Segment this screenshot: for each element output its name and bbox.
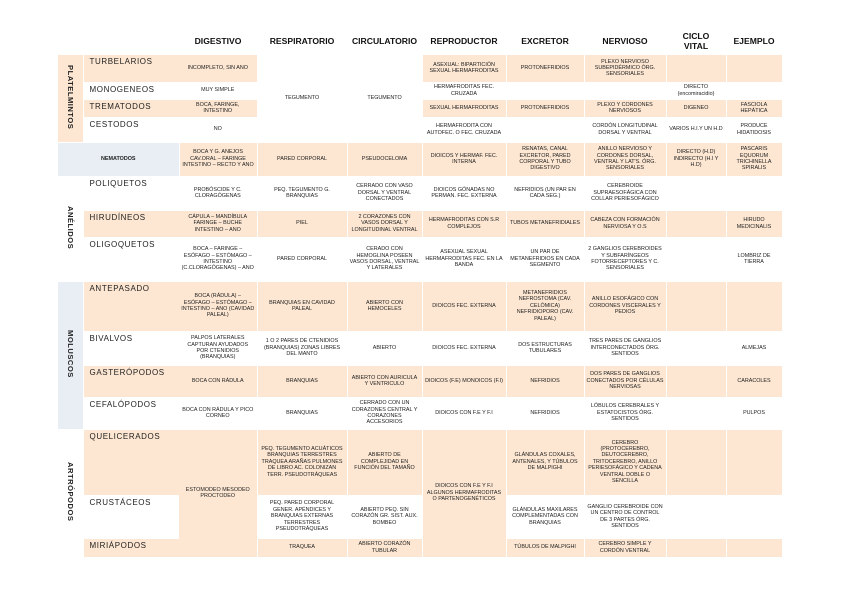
cell-nervioso: GANGLIO CEREBROIDE CON UN CENTRO DE CONTROL DE 3 PARTES ÓRG. SENTIDOS <box>584 495 666 538</box>
cell-reproductor: HERMAFRODITAS CON S.R COMPLEJOS <box>422 210 506 237</box>
cell-nervioso: 2 GANGLIOS CEREBROIDES Y SUBFARÍNGEOS FOTORRECEPTORES Y C. SENSORIALES <box>584 237 666 281</box>
cell-ejemplo <box>726 429 782 495</box>
table-row <box>58 429 782 495</box>
cell-nervioso: TRES PARES DE GANGLIOS INTERCONECTADOS ÓRG. SENTIDOS <box>584 331 666 365</box>
cell-excretor: GLÁNDULAS COXALES, ANTENALES, Y TÚBULOS DE MALPIGHI <box>506 429 584 495</box>
cell-ciclo <box>666 538 726 557</box>
cell-circulatorio: CERRADO CON VASO DORSAL Y VENTRAL CONECTADOS <box>347 176 422 210</box>
cell-excretor <box>506 82 584 99</box>
cell-digestivo: PALPOS LATERALES CAPTURAN AYUDADOS POR CTENIDIOS (BRANQUIAS) <box>179 331 257 365</box>
cell-nervioso: ANILLO ESOFÁGICO CON CORDONES VISCERALES Y PEDIOS <box>584 281 666 331</box>
cell-excretor: GLÁNDULAS MAXILARES COMPLEMENTADAS CON BRANQUIAS <box>506 495 584 538</box>
cell-nervioso: CABEZA CON FORMACIÓN NERVIOSA Y O.S <box>584 210 666 237</box>
cell-nervioso: PLEXO NERVIOSO SUBEPIDÉRMICO ÓRG. SENSORIALES <box>584 55 666 82</box>
cell-excretor <box>506 117 584 142</box>
cell-ciclo <box>666 210 726 237</box>
header-nervioso: NERVIOSO <box>602 36 648 46</box>
cell-nervioso: DOS PARES DE GANGLIOS CONECTADOS POR CÉLULAS NERVIOSAS <box>584 365 666 397</box>
cell-ejemplo: CARACOLES <box>726 365 782 397</box>
cell-reproductor: DIOICOS (F.E) MONOICOS (F.I) <box>422 365 506 397</box>
cell-circulatorio: TEGUMENTO <box>347 55 422 142</box>
cell-digestivo: MUY SIMPLE <box>179 82 257 99</box>
cell-ciclo <box>666 495 726 538</box>
row-label-crustaceos: CRUSTÁCEOS <box>83 495 179 538</box>
cell-excretor: PROTONEFRIDIOS <box>506 99 584 117</box>
table-row <box>58 365 782 397</box>
cell-respiratorio: PARED CORPORAL <box>257 142 347 176</box>
cell-ciclo <box>666 281 726 331</box>
cell-ejemplo: PULPOS <box>726 397 782 429</box>
cell-ejemplo <box>726 281 782 331</box>
cell-ciclo <box>666 429 726 495</box>
row-label-miriapodos: MIRIÁPODOS <box>83 538 179 557</box>
header-excretor: EXCRETOR <box>521 36 569 46</box>
header-ejemplo: EJEMPLO <box>733 36 775 46</box>
cell-respiratorio: PEQ. TEGUMENTO G. BRANQUIAS <box>257 176 347 210</box>
header-blank-a <box>58 27 83 55</box>
cell-ejemplo <box>726 82 782 99</box>
cell-digestivo: BOCA (RÁDULA) – ESÓFAGO – ESTÓMAGO – INTESTINO – ANO (CAVIDAD PALEAL) <box>179 281 257 331</box>
cell-circulatorio: CERRADO CON UN CORAZONES CENTRAL Y CORAZONES ACCESORIOS <box>347 397 422 429</box>
header-circulatorio: CIRCULATORIO <box>351 36 418 46</box>
cell-ciclo: VARIOS H.I.Y UN H.D <box>666 117 726 142</box>
header-blank-b <box>83 27 179 55</box>
cell-nervioso: CEREBROIDE SUPRAESOFÁGICA CON COLLAR PERIESOFÁGICO <box>584 176 666 210</box>
group-artropodos: ARTRÓPODOS <box>58 429 83 557</box>
cell-ejemplo: LOMBRIZ DE TIERRA <box>726 237 782 281</box>
cell-ciclo: DIRECTO (H.D) INDIRECTO (H.I Y H.D) <box>666 142 726 176</box>
header-row <box>58 27 782 55</box>
table-row <box>58 538 782 557</box>
cell-ciclo <box>666 397 726 429</box>
row-label-bivalvos: BIVALVOS <box>83 331 179 365</box>
header-reproductor: REPRODUCTOR <box>430 36 498 46</box>
cell-nervioso: CEREBRO SIMPLE Y CORDÓN VENTRAL <box>584 538 666 557</box>
cell-excretor: PROTONEFRIDIOS <box>506 55 584 82</box>
cell-respiratorio: TRAQUEA <box>257 538 347 557</box>
cell-ciclo: DIRECTO (encomiracidio) <box>666 82 726 99</box>
cell-ciclo <box>666 55 726 82</box>
row-label-quelicerados: QUELICERADOS <box>83 429 179 495</box>
cell-circulatorio: ABIERTO DE COMPLEJIDAD EN FUNCIÓN DEL TAMAÑO <box>347 429 422 495</box>
cell-digestivo: ESTOMODEO MESODEO PROCTODEO <box>179 429 257 557</box>
cell-excretor: TUBOS METANEFRIDIALES <box>506 210 584 237</box>
table-row <box>58 331 782 365</box>
row-label-antepasado: ANTEPASADO <box>83 281 179 331</box>
group-anelidos: ANÉLIDOS <box>58 176 83 281</box>
cell-ciclo <box>666 176 726 210</box>
cell-excretor: NEFRIDIOS (UN PAR EN CADA SEG.) <box>506 176 584 210</box>
cell-ejemplo <box>726 538 782 557</box>
cell-reproductor: DIOICOS GÓNADAS NO PERMAN. FEC. EXTERNA <box>422 176 506 210</box>
cell-respiratorio: 1 O 2 PARES DE CTENIDIOS (BRANQUIAS) ZONAS LIBRES DEL MANTO <box>257 331 347 365</box>
cell-respiratorio: PEQ. TEGUMENTO ACUÁTICOS BRANQUIAS TERRESTRES TRAQUEA ARAÑAS PULMONES DE LIBRO AC. COLONIZAN TERR. PSEUDOTRÁQUEAS <box>257 429 347 495</box>
cell-nervioso: PLEXO Y CORDONES NERVIOSOS <box>584 99 666 117</box>
header-respiratorio: RESPIRATORIO <box>269 36 335 46</box>
cell-reproductor: HERMAFRODITA CON AUTOFEC. O FEC. CRUZADA <box>422 117 506 142</box>
table-row <box>58 495 782 538</box>
cell-ejemplo: HIRUDO MEDICINALIS <box>726 210 782 237</box>
cell-respiratorio: TEGUMENTO <box>257 55 347 142</box>
cell-nervioso: ANILLO NERVIOSO Y CORDONES DORSAL, VENTRAL Y LAT'S. ÓRG. SENSORIALES <box>584 142 666 176</box>
cell-digestivo: PROBÓSCIDE Y C. CLORAGÓGENAS <box>179 176 257 210</box>
cell-ejemplo <box>726 176 782 210</box>
cell-digestivo: BOCA CON RÁDULA <box>179 365 257 397</box>
cell-excretor: NEFRIDIOS <box>506 397 584 429</box>
row-label-hirudineos: HIRUDÍNEOS <box>83 210 179 237</box>
cell-reproductor: ASEXUAL: BIPARTICIÓN SEXUAL HERMAFRODITAS <box>422 55 506 82</box>
cell-circulatorio: ABIERTO CON AURICULA Y VENTRICULO <box>347 365 422 397</box>
cell-respiratorio: BRANQUIAS <box>257 365 347 397</box>
cell-digestivo: BOCA Y G. ANEJOS CAV.ORAL – FARINGE INTESTINO – RECTO Y ANO <box>179 142 257 176</box>
cell-circulatorio: PSEUDOCELOMA <box>347 142 422 176</box>
cell-circulatorio: ABIERTO PEQ. SIN CORAZÓN GR. SIST. AUX. BOMBEO <box>347 495 422 538</box>
row-label-cefalopodos: CEFALÓPODOS <box>83 397 179 429</box>
row-label-monogeneos: MONOGENEOS <box>83 82 179 99</box>
cell-digestivo: BOCA, FARINGE, INTESTINO <box>179 99 257 117</box>
cell-respiratorio: PEQ. PARED CORPORAL GENER. APÉNDICES Y BRANQUIAS EXTERNAS TERRESTRES PSEUDOTRÁQUEAS <box>257 495 347 538</box>
cell-digestivo: NO <box>179 117 257 142</box>
table-row <box>58 281 782 331</box>
cell-ciclo <box>666 237 726 281</box>
cell-reproductor: DIOICOS CON F.E Y F.I ALGUNOS HERMAFRODITAS O PARTENOGENÉTICOS <box>422 429 506 557</box>
cell-digestivo: CÁPULA – MANDÍBULA FARINGE – BUCHE INTESTINO – ANO <box>179 210 257 237</box>
invertebrates-table <box>58 27 783 558</box>
cell-reproductor: DIOICOS FEC. EXTERNA <box>422 281 506 331</box>
cell-circulatorio: ABIERTO CORAZÓN TUBULAR <box>347 538 422 557</box>
cell-reproductor: ASEXUAL SEXUAL HERMAFRODITAS FEC. EN LA BANDA <box>422 237 506 281</box>
cell-nervioso: CORDÓN LONGITUDINAL DORSAL Y VENTRAL <box>584 117 666 142</box>
cell-reproductor: HERMAFRODITAS FEC. CRUZADA <box>422 82 506 99</box>
header-ciclo-vital: CICLO VITAL <box>682 31 710 51</box>
cell-nervioso: CEREBRO (PROTOCEREBRO, DEUTOCEREBRO, TRITOCEREBRO, ANILLO PERIESOFÁGICO Y CADENA VENTRAL DOBLE O SENCILLA <box>584 429 666 495</box>
cell-nervioso <box>584 82 666 99</box>
comparison-sheet <box>58 27 783 558</box>
row-label-trematodos: TREMATODOS <box>83 99 179 117</box>
cell-digestivo: INCOMPLETO, SIN ANO <box>179 55 257 82</box>
cell-reproductor: DIOICOS Y HERMAF. FEC. INTERNA <box>422 142 506 176</box>
cell-respiratorio: BRANQUIAS <box>257 397 347 429</box>
cell-reproductor: DIOICOS CON F.E Y F.I <box>422 397 506 429</box>
row-label-nematodos: NEMATODOS <box>58 142 179 176</box>
cell-nervioso: LÓBULOS CEREBRALES Y ESTATOCISTOS ÓRG. SENTIDOS <box>584 397 666 429</box>
table-row <box>58 210 782 237</box>
cell-reproductor: DIOICOS FEC. EXTERNA <box>422 331 506 365</box>
group-platelmintos: PLATELMINTOS <box>58 55 83 142</box>
cell-excretor: RENATAS, CANAL EXCRETOR, PARED CORPORAL Y TUBO DIGESTIVO <box>506 142 584 176</box>
cell-ejemplo: ALMEJAS <box>726 331 782 365</box>
table-row <box>58 397 782 429</box>
row-label-gasteropodos: GASTERÓPODOS <box>83 365 179 397</box>
table-row <box>58 142 782 176</box>
cell-ejemplo: PASCARIS EQUORUM TRICHINELLA SPIRALIS <box>726 142 782 176</box>
cell-ejemplo: PRODUCE HIDATIDOSIS <box>726 117 782 142</box>
cell-ejemplo <box>726 495 782 538</box>
cell-ejemplo: FASCIOLA HEPÁTICA <box>726 99 782 117</box>
cell-reproductor: SEXUAL HERMAFRODITAS <box>422 99 506 117</box>
cell-ciclo <box>666 365 726 397</box>
cell-excretor: NEFRIDIOS <box>506 365 584 397</box>
cell-respiratorio: PARED CORPORAL <box>257 237 347 281</box>
table-row <box>58 176 782 210</box>
cell-excretor: UN PAR DE METANEFRIDIOS EN CADA SEGMENTO <box>506 237 584 281</box>
table-row <box>58 55 782 82</box>
cell-ciclo <box>666 331 726 365</box>
cell-excretor: TÚBULOS DE MALPIGHI <box>506 538 584 557</box>
cell-circulatorio: 2 CORAZONES CON VASOS DORSAL Y LONGITUDINAL VENTRAL <box>347 210 422 237</box>
group-moluscos: MOLUSCOS <box>58 281 83 429</box>
cell-respiratorio: BRANQUIAS EN CAVIDAD PALEAL <box>257 281 347 331</box>
cell-excretor: METANEFRIDIOS NEFROSTOMA (CAV. CELÓMICA) NEFRIDIOPORO (CAV. PALEAL) <box>506 281 584 331</box>
header-digestivo: DIGESTIVO <box>194 36 242 46</box>
cell-circulatorio: ABIERTO CON HEMOCELES <box>347 281 422 331</box>
row-label-poliquetos: POLIQUETOS <box>83 176 179 210</box>
row-label-oligoquetos: OLIGOQUETOS <box>83 237 179 281</box>
cell-circulatorio: CERADO CON HEMOGLINA POSEEN VASOS DORSAL, VENTRAL Y LATERALES <box>347 237 422 281</box>
cell-excretor: DOS ESTRUCTURAS TUBULARES <box>506 331 584 365</box>
cell-digestivo: BOCA CON RÁDULA Y PICO CORNEO <box>179 397 257 429</box>
cell-circulatorio: ABIERTO <box>347 331 422 365</box>
cell-digestivo: BOCA – FARINGE – ESÓFAGO – ESTÓMAGO – INTESTINO (C.CLORAGÓGENAS) – ANO <box>179 237 257 281</box>
cell-respiratorio: PIEL <box>257 210 347 237</box>
cell-ejemplo <box>726 55 782 82</box>
row-label-cestodos: CESTODOS <box>83 117 179 142</box>
row-label-turbelarios: TURBELARIOS <box>83 55 179 82</box>
table-row <box>58 237 782 281</box>
cell-ciclo: DIGENEO <box>666 99 726 117</box>
